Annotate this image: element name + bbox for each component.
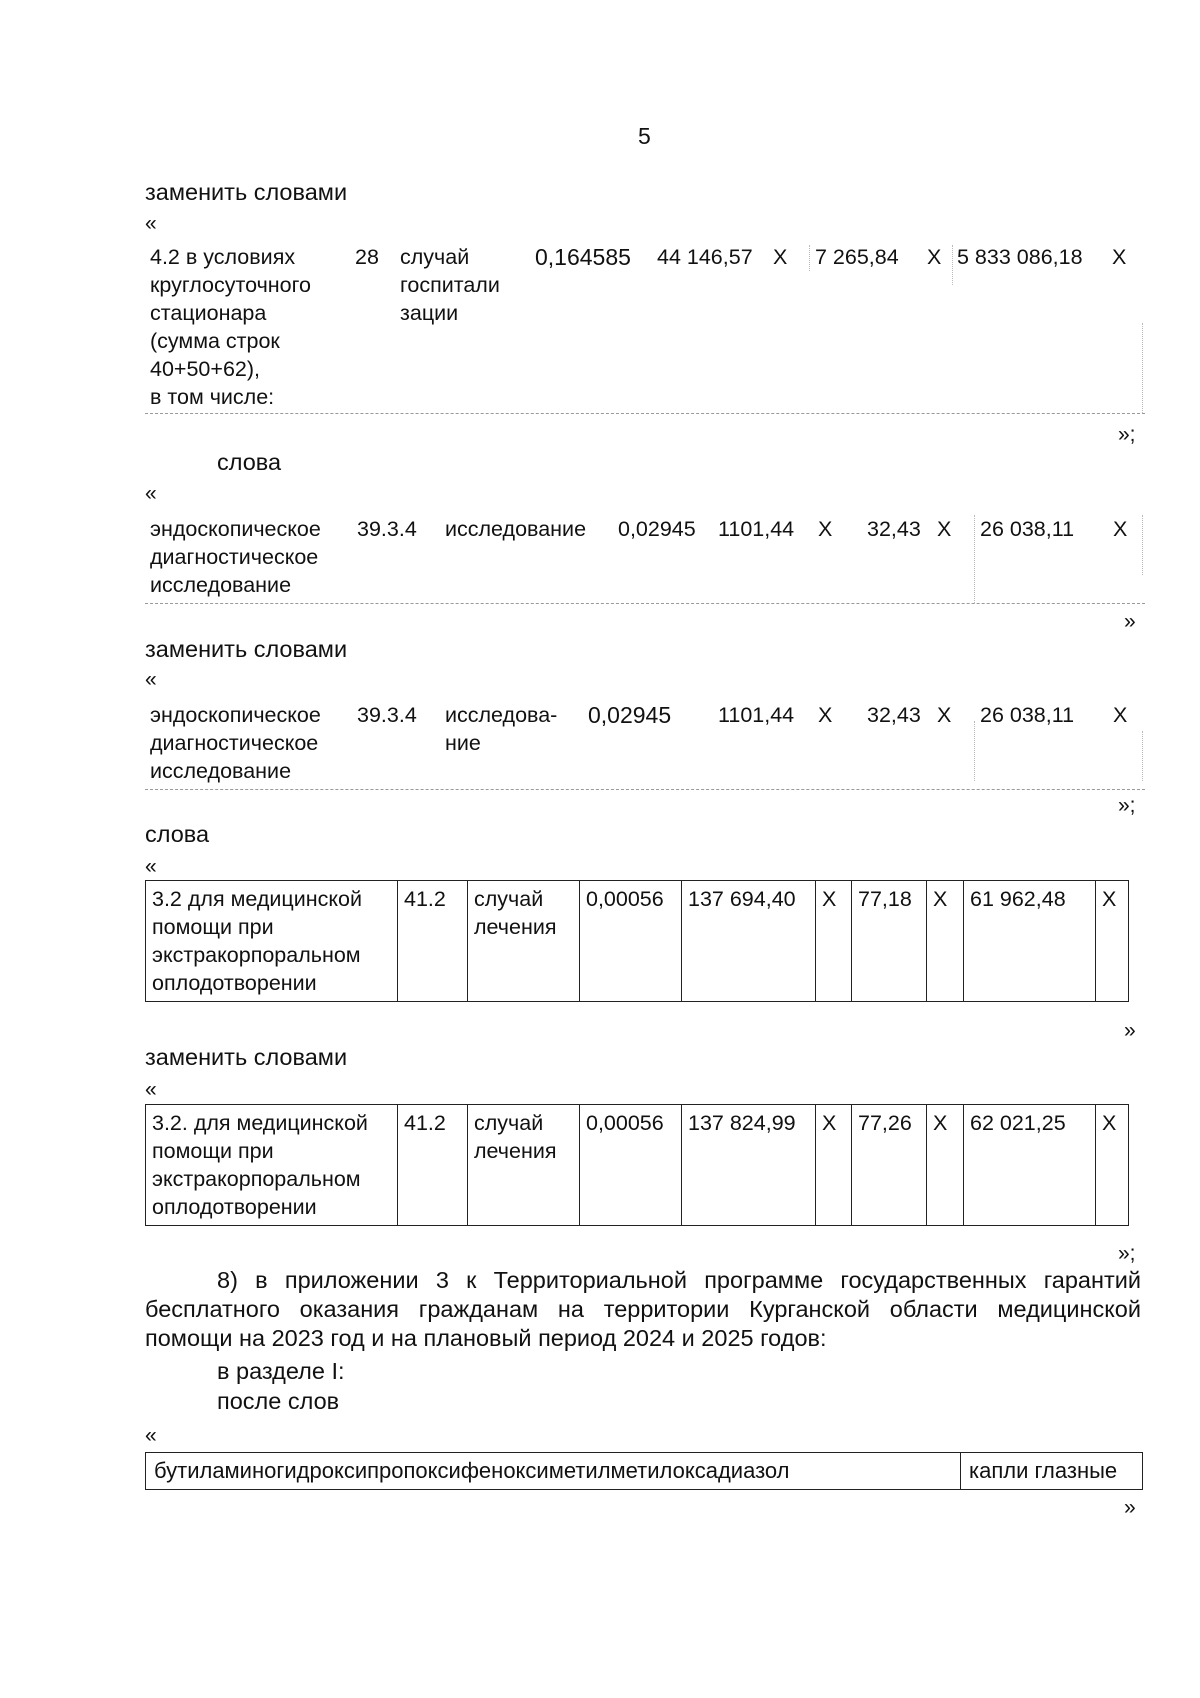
cell-x: X <box>816 881 852 1002</box>
row-cost: 1101,44 <box>718 517 795 541</box>
paragraph-8-text: 8) в приложении 3 к Территориальной программе государственных гарантий бесплатного оказания гражданам на территории Курганской области медицинской помощи на 2023 год и на плановый период 2024 и 2025 годов: <box>145 1267 1141 1351</box>
row-total: 5 833 086,18 <box>957 245 1083 269</box>
replace-with-label: заменить словами <box>145 179 348 205</box>
row-unit: случай госпитали зации <box>400 245 500 325</box>
row-x-1: X <box>773 245 788 269</box>
close-quote: »; <box>1118 1242 1136 1265</box>
cell-x: X <box>927 1105 964 1226</box>
cell-name: 3.2. для медицинской помощи при экстракорпоральном оплодотворении <box>146 1105 398 1226</box>
scan-tick <box>974 721 975 781</box>
replace-with-label: заменить словами <box>145 636 348 662</box>
table-ivf-new <box>145 1104 1129 1226</box>
row-bottom-rule <box>145 413 1145 414</box>
row-unit: исследование <box>445 517 587 541</box>
table-row <box>146 881 1129 1002</box>
row-x-1: X <box>818 517 833 541</box>
row-x-1: X <box>818 703 833 727</box>
row-name: эндоскопическое диагностическое исследование <box>150 703 321 783</box>
row-norm: 0,02945 <box>588 702 672 728</box>
words-label: слова <box>145 821 210 847</box>
open-quote: « <box>145 482 157 505</box>
cell-per-capita: 77,18 <box>852 881 927 1002</box>
row-norm: 0,02945 <box>618 517 696 541</box>
row-cost: 1101,44 <box>718 703 795 727</box>
row-x-3: X <box>1113 703 1128 727</box>
row-per-capita: 32,43 <box>867 517 921 541</box>
row-x-2: X <box>937 517 952 541</box>
cell-total: 61 962,48 <box>964 881 1096 1002</box>
row-endoscopic-old <box>145 515 1145 603</box>
open-quote: « <box>145 855 157 878</box>
row-code: 39.3.4 <box>357 703 417 727</box>
row-name: 4.2 в условиях круглосуточного стационара (сумма строк 40+50+62), в том числе: <box>150 245 311 409</box>
row-total: 26 038,11 <box>980 517 1075 541</box>
cell-x: X <box>927 881 964 1002</box>
row-total: 26 038,11 <box>980 703 1075 727</box>
row-bottom-rule <box>145 603 1145 604</box>
row-per-capita: 7 265,84 <box>815 245 899 269</box>
cell-x: X <box>816 1105 852 1226</box>
row-code: 39.3.4 <box>357 517 417 541</box>
scan-tick <box>974 515 975 603</box>
table-row <box>146 1453 1143 1490</box>
cell-unit: случай лечения <box>468 1105 580 1226</box>
row-code: 28 <box>355 245 379 269</box>
open-quote: « <box>145 1078 157 1101</box>
words-label: слова <box>217 449 282 475</box>
row-x-2: X <box>927 245 942 269</box>
close-quote: »; <box>1118 423 1136 446</box>
close-quote: »; <box>1118 794 1136 817</box>
scan-tick <box>809 245 810 271</box>
row-per-capita: 32,43 <box>867 703 921 727</box>
row-endoscopic-new <box>145 701 1145 789</box>
cell-cost: 137 824,99 <box>682 1105 816 1226</box>
row-norm: 0,164585 <box>535 244 631 270</box>
scan-tick <box>1142 323 1143 413</box>
row-cost: 44 146,57 <box>657 245 753 269</box>
page-number: 5 <box>638 123 651 149</box>
in-section-label: в разделе I: <box>217 1358 345 1384</box>
scan-tick <box>1142 515 1143 575</box>
after-words-label: после слов <box>217 1388 340 1414</box>
cell-x: X <box>1096 881 1129 1002</box>
close-quote: » <box>1124 1496 1136 1519</box>
row-name: эндоскопическое диагностическое исследование <box>150 517 321 597</box>
replace-with-label: заменить словами <box>145 1044 348 1070</box>
row-bottom-rule <box>145 789 1145 790</box>
cell-norm: 0,00056 <box>580 881 682 1002</box>
row-x-3: X <box>1113 517 1128 541</box>
table-row <box>146 1105 1129 1226</box>
cell-name: 3.2 для медицинской помощи при экстракорпоральном оплодотворении <box>146 881 398 1002</box>
open-quote: « <box>145 668 157 691</box>
close-quote: » <box>1124 1019 1136 1042</box>
cell-code: 41.2 <box>398 1105 468 1226</box>
cell-drug-form: капли глазные <box>961 1453 1143 1490</box>
cell-total: 62 021,25 <box>964 1105 1096 1226</box>
cell-norm: 0,00056 <box>580 1105 682 1226</box>
open-quote: « <box>145 1424 157 1447</box>
paragraph-8 <box>145 1266 1141 1353</box>
scan-tick <box>1142 731 1143 781</box>
cell-cost: 137 694,40 <box>682 881 816 1002</box>
row-inpatient-care <box>145 243 1145 413</box>
table-ivf-old <box>145 880 1129 1002</box>
cell-x: X <box>1096 1105 1129 1226</box>
cell-drug-name: бутиламиногидроксипропоксифеноксиметилметилоксадиазол <box>146 1453 961 1490</box>
table-drug <box>145 1452 1143 1490</box>
close-quote: » <box>1124 610 1136 633</box>
row-unit: исследова- ние <box>445 703 558 755</box>
row-x-3: X <box>1112 245 1127 269</box>
scan-tick <box>952 245 953 285</box>
row-x-2: X <box>937 703 952 727</box>
cell-unit: случай лечения <box>468 881 580 1002</box>
cell-per-capita: 77,26 <box>852 1105 927 1226</box>
open-quote: « <box>145 212 157 235</box>
cell-code: 41.2 <box>398 881 468 1002</box>
